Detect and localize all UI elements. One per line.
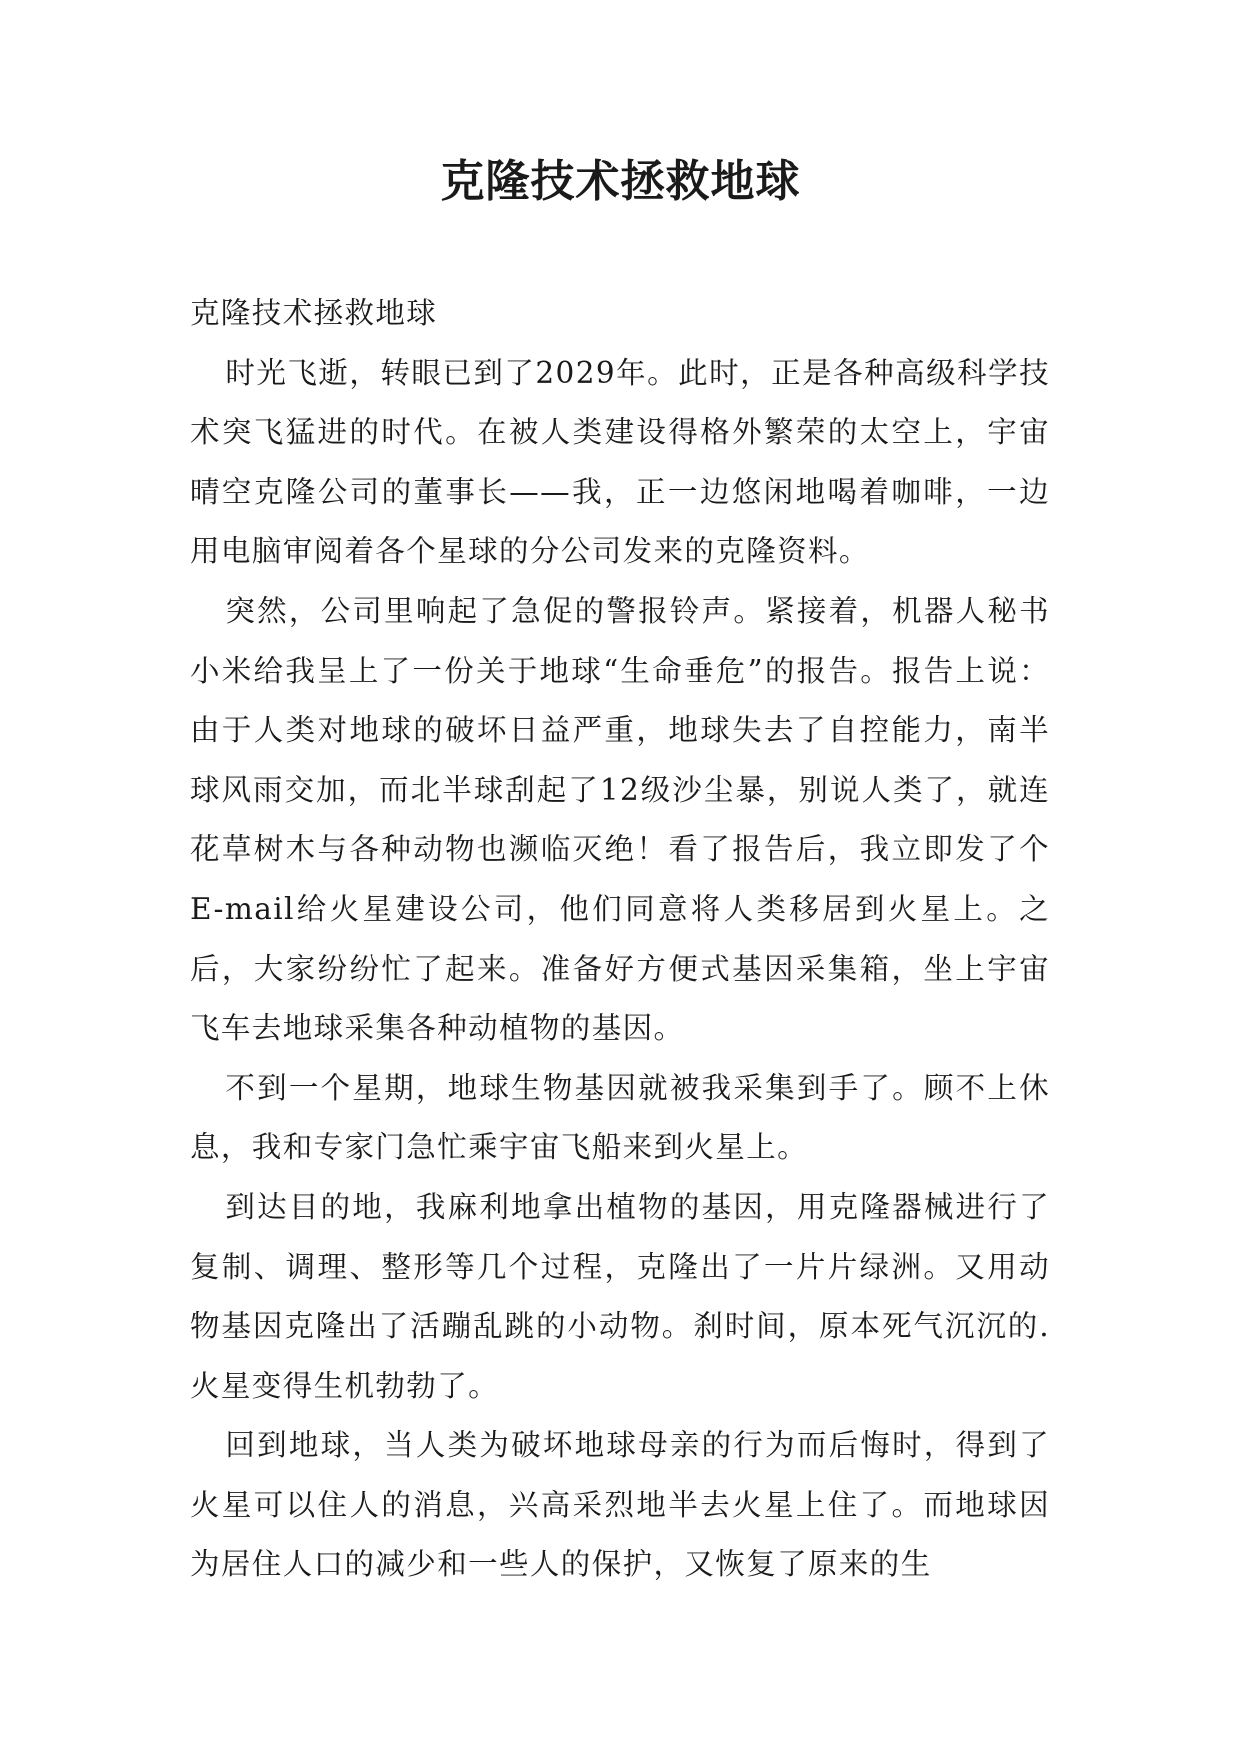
paragraph: 到达目的地，我麻利地拿出植物的基因，用克隆器械进行了复制、调理、整形等几个过程，克隆出了一片片绿洲。又用动物基因克隆出了活蹦乱跳的小动物。刹时间，原本死气沉沉的.火星变得生机勃勃了。 bbox=[190, 1189, 1050, 1403]
paragraph: 不到一个星期，地球生物基因就被我采集到手了。顾不上休息，我和专家门急忙乘宇宙飞船来到火星上。 bbox=[190, 1070, 1050, 1165]
document-subtitle: 克隆技术拯救地球 bbox=[190, 296, 438, 330]
paragraph: 时光飞逝，转眼已到了2029年。此时，正是各种高级科学技术突飞猛进的时代。在被人类建设得格外繁荣的太空上，宇宙晴空克隆公司的董事长——我，正一边悠闲地喝着咖啡，一边用电脑审阅着各个星球的分公司发来的克隆资料。 bbox=[190, 355, 1050, 569]
paragraph: 回到地球，当人类为破坏地球母亲的行为而后悔时，得到了火星可以住人的消息，兴高采烈地半去火星上住了。而地球因为居住人口的减少和一些人的保护，又恢复了原来的生 bbox=[190, 1428, 1050, 1582]
document-body bbox=[190, 284, 1050, 1595]
page-title: 克隆技术拯救地球 bbox=[440, 156, 801, 207]
paragraph: 突然，公司里响起了急促的警报铃声。紧接着，机器人秘书小米给我呈上了一份关于地球“生命垂危”的报告。报告上说：由于人类对地球的破坏日益严重，地球失去了自控能力，南半球风雨交加，而北半球刮起了12级沙尘暴，别说人类了，就连花草树木与各种动物也濒临灭绝！看了报告后，我立即发了个E-mail给火星建设公司，他们同意将人类移居到火星上。之后，大家纷纷忙了起来。准备好方便式基因采集箱，坐上宇宙飞车去地球采集各种动植物的基因。 bbox=[190, 593, 1050, 1046]
